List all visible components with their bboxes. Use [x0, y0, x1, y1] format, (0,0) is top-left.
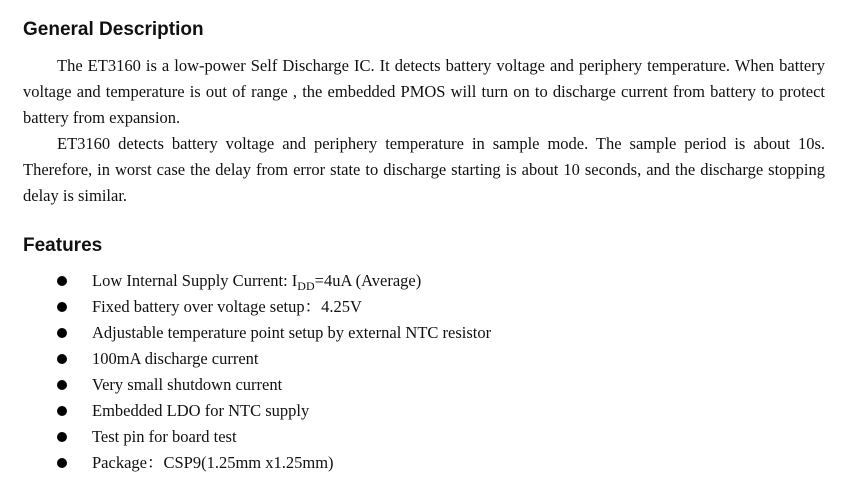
supply-current-suffix: =4uA (Average) [314, 271, 422, 290]
feature-text: Adjustable temperature point setup by external NTC resistor [92, 323, 492, 342]
bullet-icon [57, 328, 67, 338]
feature-text: Fixed battery over voltage setup：4.25V [92, 297, 362, 316]
feature-item [0, 450, 845, 476]
features-list [0, 268, 845, 476]
feature-item [0, 372, 845, 398]
feature-item [0, 398, 845, 424]
supply-current-prefix: Low Internal Supply Current: I [92, 271, 298, 290]
feature-text [92, 268, 421, 294]
general-description-heading: General Description [23, 19, 204, 40]
bullet-icon [57, 432, 67, 442]
feature-item [0, 424, 845, 450]
bullet-icon [57, 380, 67, 390]
bullet-icon [57, 302, 67, 312]
feature-text: 100mA discharge current [92, 349, 259, 368]
description-paragraph: ET3160 detects battery voltage and periphery temperature in sample mode. The sample period is about 10s. Therefore, in worst case the delay from error state to discharge starting is about 10 seconds, and the discharge stopping delay is similar. [23, 134, 825, 205]
bullet-icon [57, 406, 67, 416]
features-heading: Features [23, 235, 103, 256]
feature-item [0, 294, 845, 320]
feature-text: Embedded LDO for NTC supply [92, 401, 310, 420]
description-paragraph: The ET3160 is a low-power Self Discharge IC. It detects battery voltage and periphery temperature. When battery voltage and temperature is out of range , the embedded PMOS will turn on to discharge current from battery to protect battery from expansion. [23, 56, 825, 127]
feature-text: Test pin for board test [92, 427, 237, 446]
feature-item [0, 346, 845, 372]
bullet-icon [57, 458, 67, 468]
supply-current-subscript: DD [297, 279, 315, 293]
feature-text: Very small shutdown current [92, 375, 283, 394]
feature-item [0, 268, 845, 294]
bullet-icon [57, 276, 67, 286]
bullet-icon [57, 354, 67, 364]
feature-text: Package：CSP9(1.25mm x1.25mm) [92, 453, 334, 472]
general-description-body [23, 53, 825, 209]
feature-item [0, 320, 845, 346]
